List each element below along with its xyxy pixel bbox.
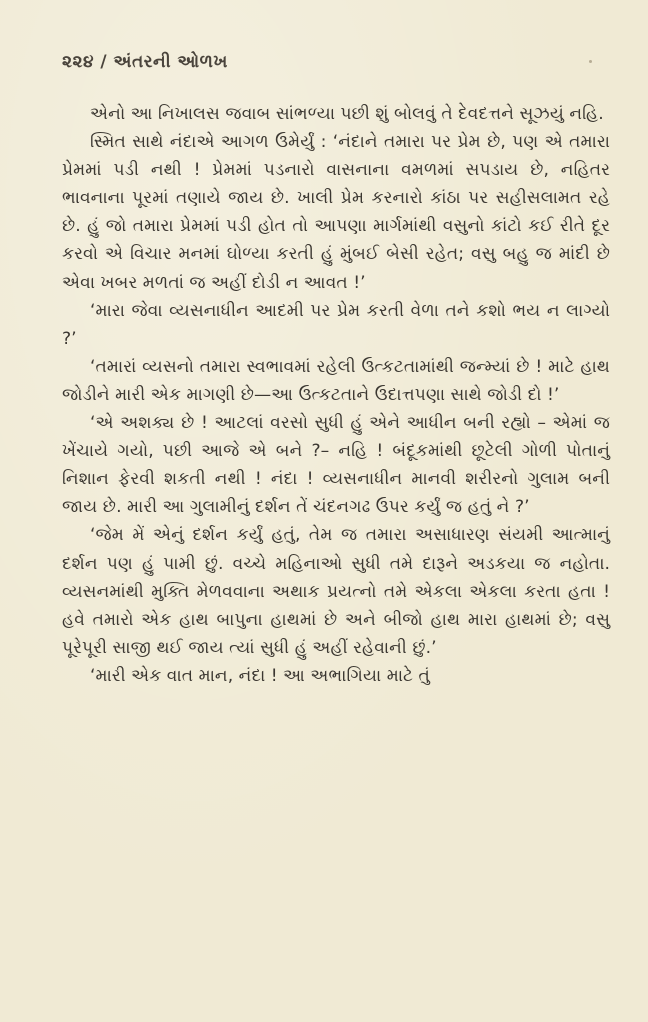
paragraph: ‘એ અશક્ય છે ! આટલાં વરસો સુધી હું એને આધીન બની રહ્યો – એમાં જ ખેંચાયે ગયો, પછી આજે એ બને ?– નહિ ! બંદૂકમાંથી છૂટેલી ગોળી પોતાનું નિશાન ફેરવી શકતી નથી ! નંદા ! વ્યસનાધીન માનવી શરીરનો ગુલામ બની જાય છે. મારી આ ગુલામીનું દર્શન તેં ચંદનગઢ ઉપર કર્યું જ હતું ને ?’	[62, 413, 610, 518]
paragraph: ‘મારી એક વાત માન, નંદા ! આ અભાગિયા માટે તું	[90, 665, 430, 686]
paragraph: સ્મિત સાથે નંદાએ આગળ ઉમેર્યું : ‘નંદાને તમારા પર પ્રેમ છે, પણ એ તમારા પ્રેમમાં પડી નથી ! પ્રેમમાં પડનારો વાસનાના વમળમાં સપડાય છે, નહિતર ભાવનાના પૂરમાં તણાયે જાય છે. ખાલી પ્રેમ કરનારો કાંઠા પર સહીસલામત રહે છે. હું જો તમારા પ્રેમમાં પડી હોત તો આપણા માર્ગમાંથી વસુનો કાંટો કઈ રીતે દૂર કરવો એ વિચાર મનમાં ઘોળ્યા કરતી હું મુંબઈ બેસી રહેત; વસુ બહુ જ માંદી છે એવા ખબર મળતાં જ અહીં દોડી ન આવત !’	[62, 132, 610, 293]
running-head: ૨૨૪ / અંતરની ઓળખ	[62, 52, 228, 72]
paragraph: ‘મારા જેવા વ્યસનાધીન આદમી પર પ્રેમ કરતી વેળા તને કશો ભય ન લાગ્યો ?’	[62, 300, 610, 349]
paragraph: ‘તમારાં વ્યસનો તમારા સ્વભાવમાં રહેલી ઉત્કટતામાંથી જન્મ્યાં છે ! માટે હાથ જોડીને મારી એક માગણી છે—આ ઉત્કટતાને ઉદાત્તપણા સાથે જોડી દો !’	[62, 356, 610, 405]
paper-speck	[589, 60, 592, 63]
body-text	[62, 100, 610, 690]
paragraph: ‘જેમ મેં એનું દર્શન કર્યું હતું, તેમ જ તમારા અસાધારણ સંયમી આત્માનું દર્શન પણ હું પામી છું. વચ્ચે મહિનાઓ સુધી તમે દારૂને અડકયા જ નહોતા. વ્યસનમાંથી મુક્તિ મેળવવાના અથાક પ્રયત્નો તમે એકલા એકલા કરતા હતા ! હવે તમારો એક હાથ બાપુના હાથમાં છે અને બીજો હાથ મારા હાથમાં છે; વસુ પૂરેપૂરી સાજી થઈ જાય ત્યાં સુધી હું અહીં રહેવાની છું.’	[62, 525, 610, 658]
paragraph: એનો આ નિખાલસ જવાબ સાંભળ્યા પછી શું બોલવું તે દેવદત્તને સૂઝયું નહિ.	[90, 104, 604, 124]
